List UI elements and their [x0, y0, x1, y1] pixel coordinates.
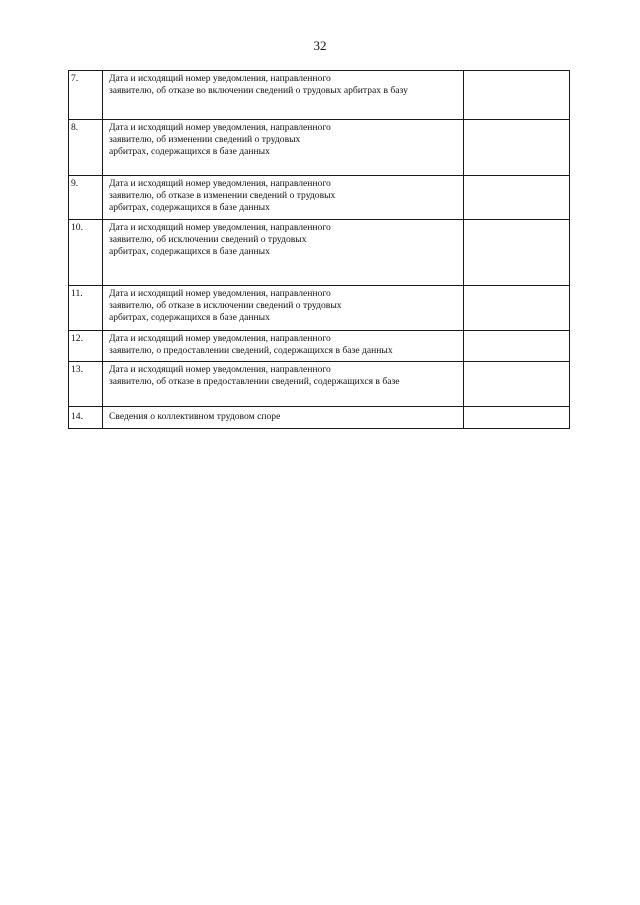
row-value[interactable]: [464, 331, 570, 362]
description-line: арбитрах, содержащихся в базе данных: [109, 146, 270, 158]
row-description: [103, 407, 464, 429]
description-line: Дата и исходящий номер уведомления, направленного: [109, 333, 331, 344]
description-line: Дата и исходящий номер уведомления, направленного: [109, 364, 331, 375]
table-row: [69, 220, 570, 286]
row-value[interactable]: [464, 286, 570, 331]
row-value[interactable]: [464, 120, 570, 176]
row-number: 12.: [69, 331, 103, 362]
row-value[interactable]: [464, 362, 570, 407]
description-line: заявителю, об отказе в изменении сведений о трудовых: [109, 190, 336, 202]
row-number: 8.: [69, 120, 103, 176]
row-value[interactable]: [464, 176, 570, 220]
description-line: Сведения о коллективном трудовом споре: [109, 411, 281, 422]
row-number: 7.: [69, 71, 103, 120]
row-value[interactable]: [464, 71, 570, 120]
table-row: [69, 331, 570, 362]
description-line: Дата и исходящий номер уведомления, направленного: [109, 73, 331, 84]
description-line: Дата и исходящий номер уведомления, направленного: [109, 122, 331, 133]
row-number: 13.: [69, 362, 103, 407]
description-line: арбитрах, содержащихся в базе данных: [109, 312, 270, 324]
row-description: [103, 176, 464, 220]
page-number: 32: [313, 38, 327, 53]
table-row: [69, 362, 570, 407]
row-description: [103, 331, 464, 362]
description-line: Дата и исходящий номер уведомления, направленного: [109, 178, 331, 189]
row-value[interactable]: [464, 220, 570, 286]
row-number: 14.: [69, 407, 103, 429]
row-number: 11.: [69, 286, 103, 331]
table-row: [69, 120, 570, 176]
description-line: арбитрах, содержащихся в базе данных: [109, 202, 270, 214]
description-line: заявителю, об отказе во включении сведений о трудовых арбитрах в базу: [109, 85, 408, 97]
row-description: [103, 286, 464, 331]
row-number: 10.: [69, 220, 103, 286]
description-line: заявителю, об изменении сведений о трудовых: [109, 134, 301, 146]
table-row: [69, 71, 570, 120]
description-line: заявителю, о предоставлении сведений, содержащихся в базе данных: [109, 345, 393, 357]
description-line: заявителю, об отказе в предоставлении сведений, содержащихся в базе: [109, 376, 400, 388]
table-row: [69, 407, 570, 429]
description-line: заявителю, об исключении сведений о трудовых: [109, 234, 307, 246]
description-line: заявителю, об отказе в исключении сведений о трудовых: [109, 300, 342, 312]
description-line: Дата и исходящий номер уведомления, направленного: [109, 288, 331, 299]
row-value[interactable]: [464, 407, 570, 429]
row-description: [103, 220, 464, 286]
table-row: [69, 176, 570, 220]
register-table: [68, 70, 570, 429]
description-line: Дата и исходящий номер уведомления, направленного: [109, 222, 331, 233]
row-description: [103, 71, 464, 120]
description-line: арбитрах, содержащихся в базе данных: [109, 246, 270, 258]
row-number: 9.: [69, 176, 103, 220]
table-row: [69, 286, 570, 331]
row-description: [103, 120, 464, 176]
row-description: [103, 362, 464, 407]
